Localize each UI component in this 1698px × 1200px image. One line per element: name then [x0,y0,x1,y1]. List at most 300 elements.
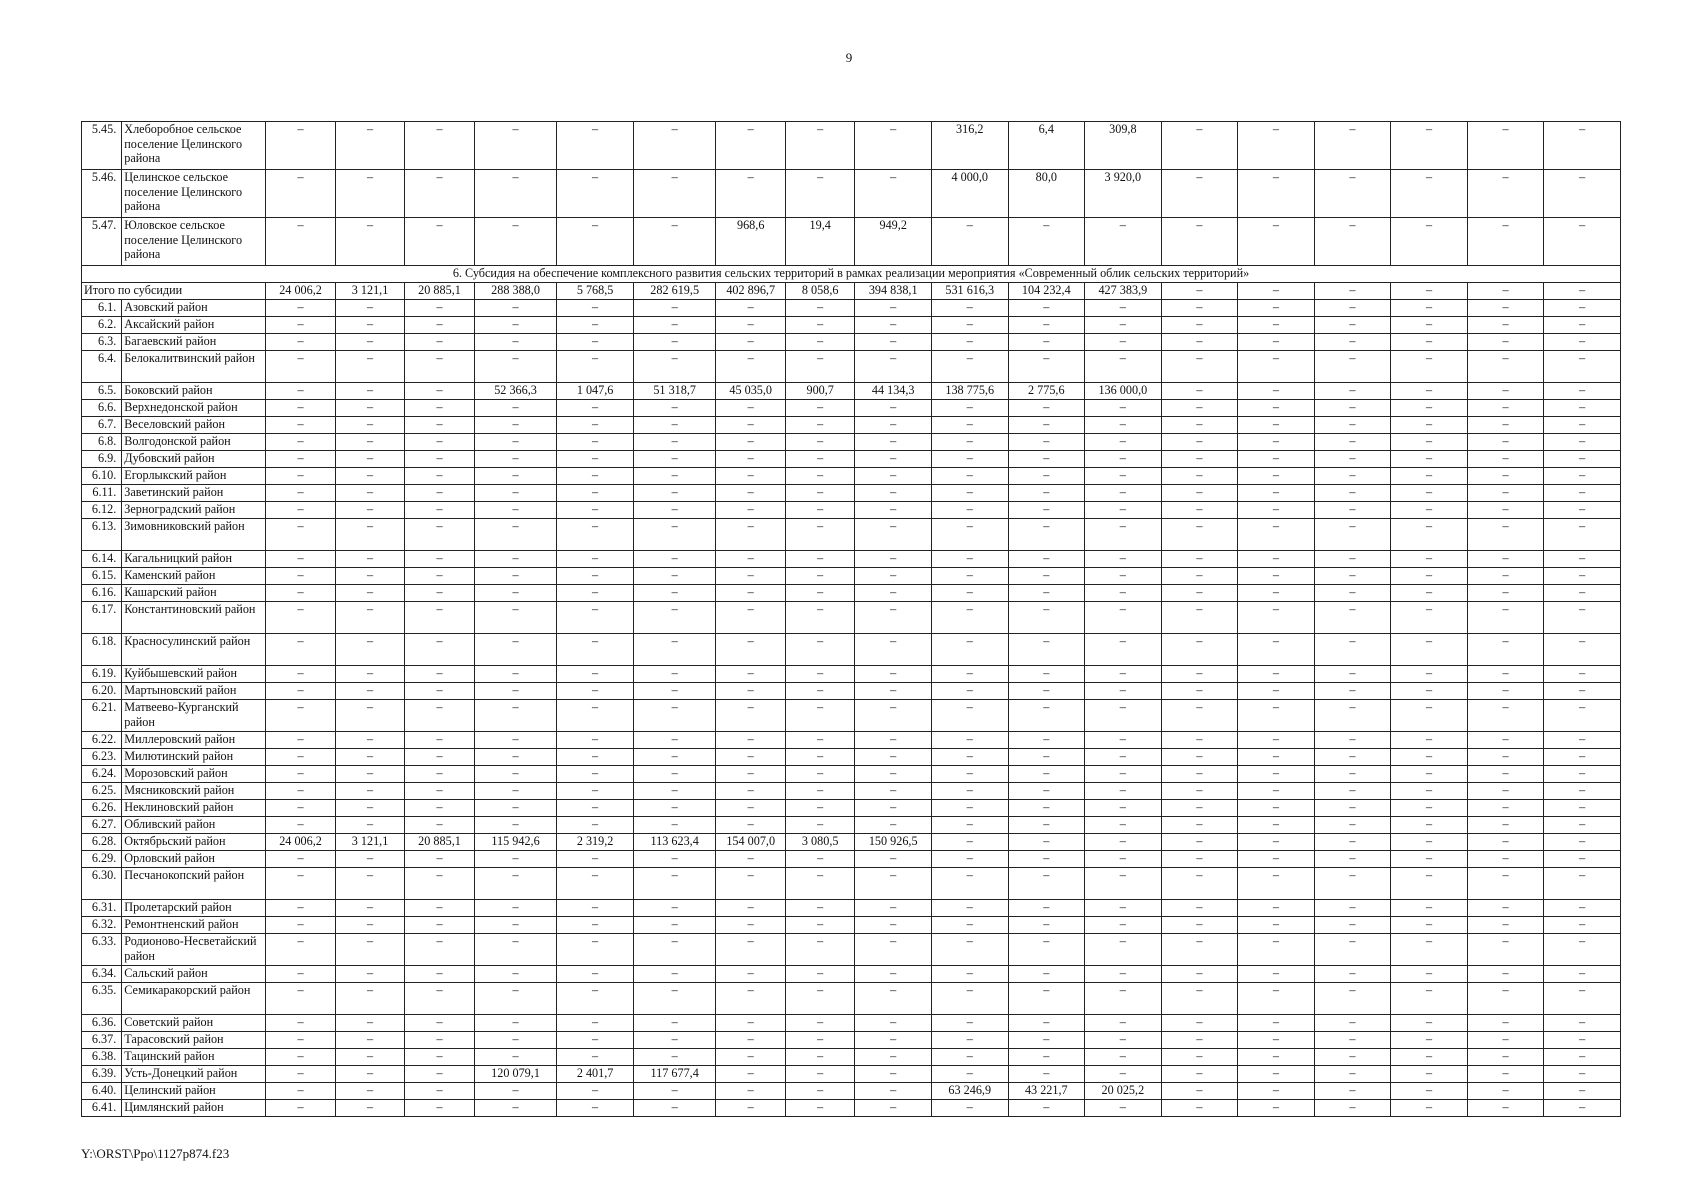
value-cell: – [557,800,634,817]
row-number: 6.10. [82,468,122,485]
value-cell: – [931,900,1008,917]
value-cell: – [1467,502,1544,519]
value-cell: – [1544,502,1621,519]
value-cell: – [474,434,557,451]
value-cell: – [1544,519,1621,551]
value-cell: – [1314,983,1391,1015]
value-cell: – [1314,834,1391,851]
value-cell: – [1314,417,1391,434]
value-cell: – [716,519,785,551]
value-cell: – [716,317,785,334]
value-cell: – [266,218,335,266]
file-path-footer: Y:\ORST\Ppo\1127p874.f23 [81,1146,230,1161]
value-cell: – [557,551,634,568]
value-cell: – [1161,1100,1238,1117]
value-cell: – [1314,400,1391,417]
value-cell: – [633,732,716,749]
value-cell: – [557,170,634,218]
value-cell: – [785,519,854,551]
value-cell: – [335,732,404,749]
value-cell: – [931,519,1008,551]
row-number: 6.33. [82,934,122,966]
value-cell: – [716,585,785,602]
value-cell: – [1391,468,1468,485]
value-cell: – [633,417,716,434]
row-name: Пролетарский район [122,900,266,917]
value-cell: – [1314,666,1391,683]
value-cell: – [1391,966,1468,983]
value-cell: – [1238,683,1315,700]
value-cell: – [1238,966,1315,983]
value-cell: – [1391,122,1468,170]
value-cell: – [1085,817,1162,834]
value-cell: – [1544,1100,1621,1117]
value-cell: – [1544,732,1621,749]
value-cell: – [1085,732,1162,749]
value-cell: – [1085,1032,1162,1049]
value-cell: – [633,868,716,900]
value-cell: – [335,122,404,170]
value-cell: – [855,934,932,966]
value-cell: – [716,934,785,966]
value-cell: – [1544,602,1621,634]
value-cell: – [931,400,1008,417]
value-cell: – [474,800,557,817]
value-cell: – [1238,749,1315,766]
value-cell: – [1314,1083,1391,1100]
value-cell: – [266,351,335,383]
value-cell: – [1314,218,1391,266]
value-cell: – [931,983,1008,1015]
table-row [82,700,1621,732]
value-cell: – [405,700,474,732]
table-row [82,1015,1621,1032]
value-cell: – [557,122,634,170]
table-row [82,1032,1621,1049]
value-cell: – [1008,417,1085,434]
row-name: Милютинский район [122,749,266,766]
value-cell: – [1314,317,1391,334]
value-cell: – [1544,817,1621,834]
value-cell: – [931,834,1008,851]
value-cell: – [1314,585,1391,602]
value-cell: – [1085,400,1162,417]
value-cell: – [1161,568,1238,585]
table-row [82,934,1621,966]
value-cell: – [335,683,404,700]
value-cell: – [1314,817,1391,834]
value-cell: – [1314,568,1391,585]
value-cell: – [405,502,474,519]
value-cell: – [1008,602,1085,634]
value-cell: – [335,800,404,817]
value-cell: – [1467,917,1544,934]
value-cell: – [1161,122,1238,170]
value-cell: – [1085,485,1162,502]
value-cell: – [1161,634,1238,666]
value-cell: 120 079,1 [474,1066,557,1083]
value-cell: – [1391,170,1468,218]
value-cell: – [1544,400,1621,417]
value-cell: – [1008,585,1085,602]
value-cell: – [1391,766,1468,783]
value-cell: – [1467,634,1544,666]
value-cell: – [1085,1100,1162,1117]
value-cell: – [1085,983,1162,1015]
value-cell: – [557,485,634,502]
value-cell: – [1314,485,1391,502]
table-row [82,800,1621,817]
value-cell: – [1544,983,1621,1015]
total-value-cell: 394 838,1 [855,283,932,300]
value-cell: – [266,300,335,317]
value-cell: – [633,170,716,218]
value-cell: – [1085,666,1162,683]
value-cell: – [1008,1066,1085,1083]
value-cell: – [1314,683,1391,700]
value-cell: – [785,1083,854,1100]
value-cell: – [557,417,634,434]
total-label: Итого по субсидии [82,283,266,300]
value-cell: – [405,485,474,502]
value-cell: – [474,451,557,468]
value-cell: – [1161,551,1238,568]
value-cell: – [1544,766,1621,783]
value-cell: – [1467,317,1544,334]
value-cell: – [785,900,854,917]
value-cell: – [557,585,634,602]
value-cell: – [633,1032,716,1049]
value-cell: – [855,417,932,434]
row-number: 6.22. [82,732,122,749]
value-cell: – [1467,732,1544,749]
value-cell: – [1544,300,1621,317]
value-cell: – [335,551,404,568]
value-cell: – [1391,634,1468,666]
value-cell: – [405,934,474,966]
table-row [82,585,1621,602]
value-cell: – [785,1049,854,1066]
value-cell: – [1391,934,1468,966]
total-value-cell: 8 058,6 [785,283,854,300]
value-cell: – [716,868,785,900]
table-row [82,1100,1621,1117]
value-cell: – [931,551,1008,568]
value-cell: – [557,683,634,700]
value-cell: – [1391,451,1468,468]
value-cell: – [1391,983,1468,1015]
value-cell: – [1238,700,1315,732]
value-cell: – [633,934,716,966]
value-cell: – [335,634,404,666]
value-cell: – [266,817,335,834]
value-cell: – [785,1015,854,1032]
value-cell: – [557,900,634,917]
value-cell: – [716,300,785,317]
table-row [82,666,1621,683]
value-cell: – [716,700,785,732]
value-cell: – [335,1015,404,1032]
table-row [82,917,1621,934]
value-cell: – [405,1049,474,1066]
value-cell: – [1314,502,1391,519]
value-cell: – [931,334,1008,351]
value-cell: – [1467,900,1544,917]
value-cell: – [557,1100,634,1117]
value-cell: – [1544,700,1621,732]
value-cell: – [633,602,716,634]
value-cell: – [1008,519,1085,551]
value-cell: – [405,766,474,783]
value-cell: – [1238,334,1315,351]
value-cell: – [785,766,854,783]
row-name: Мясниковский район [122,783,266,800]
value-cell: – [1544,934,1621,966]
value-cell: – [1314,934,1391,966]
value-cell: – [1008,468,1085,485]
value-cell: – [1008,634,1085,666]
value-cell: – [633,568,716,585]
value-cell: – [557,317,634,334]
value-cell: – [1391,400,1468,417]
value-cell: – [1161,732,1238,749]
row-name: Целинский район [122,1083,266,1100]
row-number: 5.47. [82,218,122,266]
value-cell: 45 035,0 [716,383,785,400]
value-cell: – [557,1049,634,1066]
value-cell: – [785,351,854,383]
value-cell: – [855,700,932,732]
value-cell: – [1008,1032,1085,1049]
value-cell: – [931,585,1008,602]
value-cell: – [1238,732,1315,749]
value-cell: – [785,749,854,766]
table-row [82,602,1621,634]
value-cell: – [1085,834,1162,851]
row-number: 6.34. [82,966,122,983]
value-cell: – [557,749,634,766]
value-cell: – [1314,634,1391,666]
value-cell: – [633,817,716,834]
value-cell: – [405,218,474,266]
value-cell: – [474,851,557,868]
row-name: Советский район [122,1015,266,1032]
value-cell: – [405,817,474,834]
value-cell: – [633,766,716,783]
value-cell: – [1467,568,1544,585]
value-cell: – [1161,766,1238,783]
value-cell: – [1467,700,1544,732]
value-cell: – [474,1100,557,1117]
value-cell: – [785,700,854,732]
subsidy-table [81,121,1621,1117]
row-number: 6.2. [82,317,122,334]
value-cell: – [1238,170,1315,218]
value-cell: – [1085,868,1162,900]
value-cell: – [1238,783,1315,800]
value-cell: – [855,122,932,170]
value-cell: – [1008,317,1085,334]
value-cell: – [266,434,335,451]
value-cell: – [1238,1100,1315,1117]
value-cell: – [335,917,404,934]
value-cell: – [716,568,785,585]
value-cell: – [855,334,932,351]
value-cell: – [1544,683,1621,700]
row-name: Матвеево-Курганский район [122,700,266,732]
value-cell: – [474,917,557,934]
value-cell: – [1314,170,1391,218]
value-cell: – [855,1066,932,1083]
value-cell: – [1008,683,1085,700]
value-cell: – [1008,1049,1085,1066]
value-cell: – [1544,568,1621,585]
value-cell: – [335,585,404,602]
value-cell: – [1467,383,1544,400]
value-cell: – [335,983,404,1015]
row-name: Кашарский район [122,585,266,602]
value-cell: – [557,634,634,666]
value-cell: – [1238,417,1315,434]
value-cell: – [1161,383,1238,400]
row-name: Цимлянский район [122,1100,266,1117]
value-cell: – [557,1083,634,1100]
value-cell: – [1314,917,1391,934]
value-cell: – [1314,900,1391,917]
value-cell: – [716,434,785,451]
value-cell: – [405,300,474,317]
value-cell: – [557,468,634,485]
value-cell: – [1467,1015,1544,1032]
value-cell: – [1544,1015,1621,1032]
value-cell: – [1314,602,1391,634]
value-cell: – [716,400,785,417]
value-cell: – [557,817,634,834]
value-cell: – [1314,800,1391,817]
value-cell: – [931,451,1008,468]
value-cell: – [931,634,1008,666]
value-cell: – [335,602,404,634]
value-cell: – [1391,551,1468,568]
value-cell: – [405,783,474,800]
table-row [82,485,1621,502]
value-cell: 2 775,6 [1008,383,1085,400]
value-cell: – [785,568,854,585]
row-name: Константиновский район [122,602,266,634]
value-cell: – [1008,800,1085,817]
value-cell: – [855,1100,932,1117]
value-cell: – [1544,551,1621,568]
value-cell: – [335,383,404,400]
value-cell: – [1544,634,1621,666]
value-cell: – [1391,1015,1468,1032]
value-cell: – [1085,1049,1162,1066]
value-cell: 20 885,1 [405,834,474,851]
value-cell: – [1238,451,1315,468]
value-cell: – [1085,783,1162,800]
value-cell: – [1391,1032,1468,1049]
value-cell: – [474,568,557,585]
value-cell: – [1161,817,1238,834]
table-body [82,122,1621,1117]
value-cell: – [931,666,1008,683]
value-cell: – [266,334,335,351]
value-cell: – [1544,122,1621,170]
value-cell: – [405,1066,474,1083]
total-value-cell: 3 121,1 [335,283,404,300]
value-cell: – [716,334,785,351]
value-cell: – [405,683,474,700]
value-cell: – [1161,434,1238,451]
value-cell: – [716,451,785,468]
value-cell: – [716,800,785,817]
value-cell: 51 318,7 [633,383,716,400]
value-cell: – [1467,783,1544,800]
value-cell: – [1391,1100,1468,1117]
value-cell: – [633,1100,716,1117]
value-cell: – [405,585,474,602]
row-number: 6.38. [82,1049,122,1066]
value-cell: – [1161,519,1238,551]
value-cell: – [1008,485,1085,502]
value-cell: – [1008,851,1085,868]
value-cell: – [633,1049,716,1066]
value-cell: – [1391,1083,1468,1100]
value-cell: – [855,917,932,934]
value-cell: 117 677,4 [633,1066,716,1083]
value-cell: – [266,383,335,400]
value-cell: – [1238,900,1315,917]
value-cell: 20 025,2 [1085,1083,1162,1100]
value-cell: – [1467,766,1544,783]
row-number: 6.8. [82,434,122,451]
value-cell: – [1161,585,1238,602]
table-row [82,783,1621,800]
value-cell: 3 920,0 [1085,170,1162,218]
value-cell: – [1008,834,1085,851]
value-cell: – [1008,732,1085,749]
value-cell: – [633,749,716,766]
value-cell: 316,2 [931,122,1008,170]
value-cell: – [1391,585,1468,602]
value-cell: 80,0 [1008,170,1085,218]
value-cell: 138 775,6 [931,383,1008,400]
value-cell: – [1085,300,1162,317]
value-cell: – [1008,917,1085,934]
value-cell: – [785,732,854,749]
value-cell: – [1544,1049,1621,1066]
value-cell: – [1085,317,1162,334]
total-value-cell: – [1238,283,1315,300]
value-cell: – [405,519,474,551]
table-row [82,551,1621,568]
value-cell: – [785,817,854,834]
value-cell: – [266,749,335,766]
value-cell: – [931,1032,1008,1049]
value-cell: – [405,868,474,900]
value-cell: – [1238,817,1315,834]
value-cell: – [405,383,474,400]
value-cell: – [1085,451,1162,468]
value-cell: – [1161,351,1238,383]
row-number: 6.18. [82,634,122,666]
value-cell: – [855,468,932,485]
value-cell: – [1008,451,1085,468]
value-cell: 44 134,3 [855,383,932,400]
row-number: 6.7. [82,417,122,434]
value-cell: – [1391,917,1468,934]
row-name: Дубовский район [122,451,266,468]
